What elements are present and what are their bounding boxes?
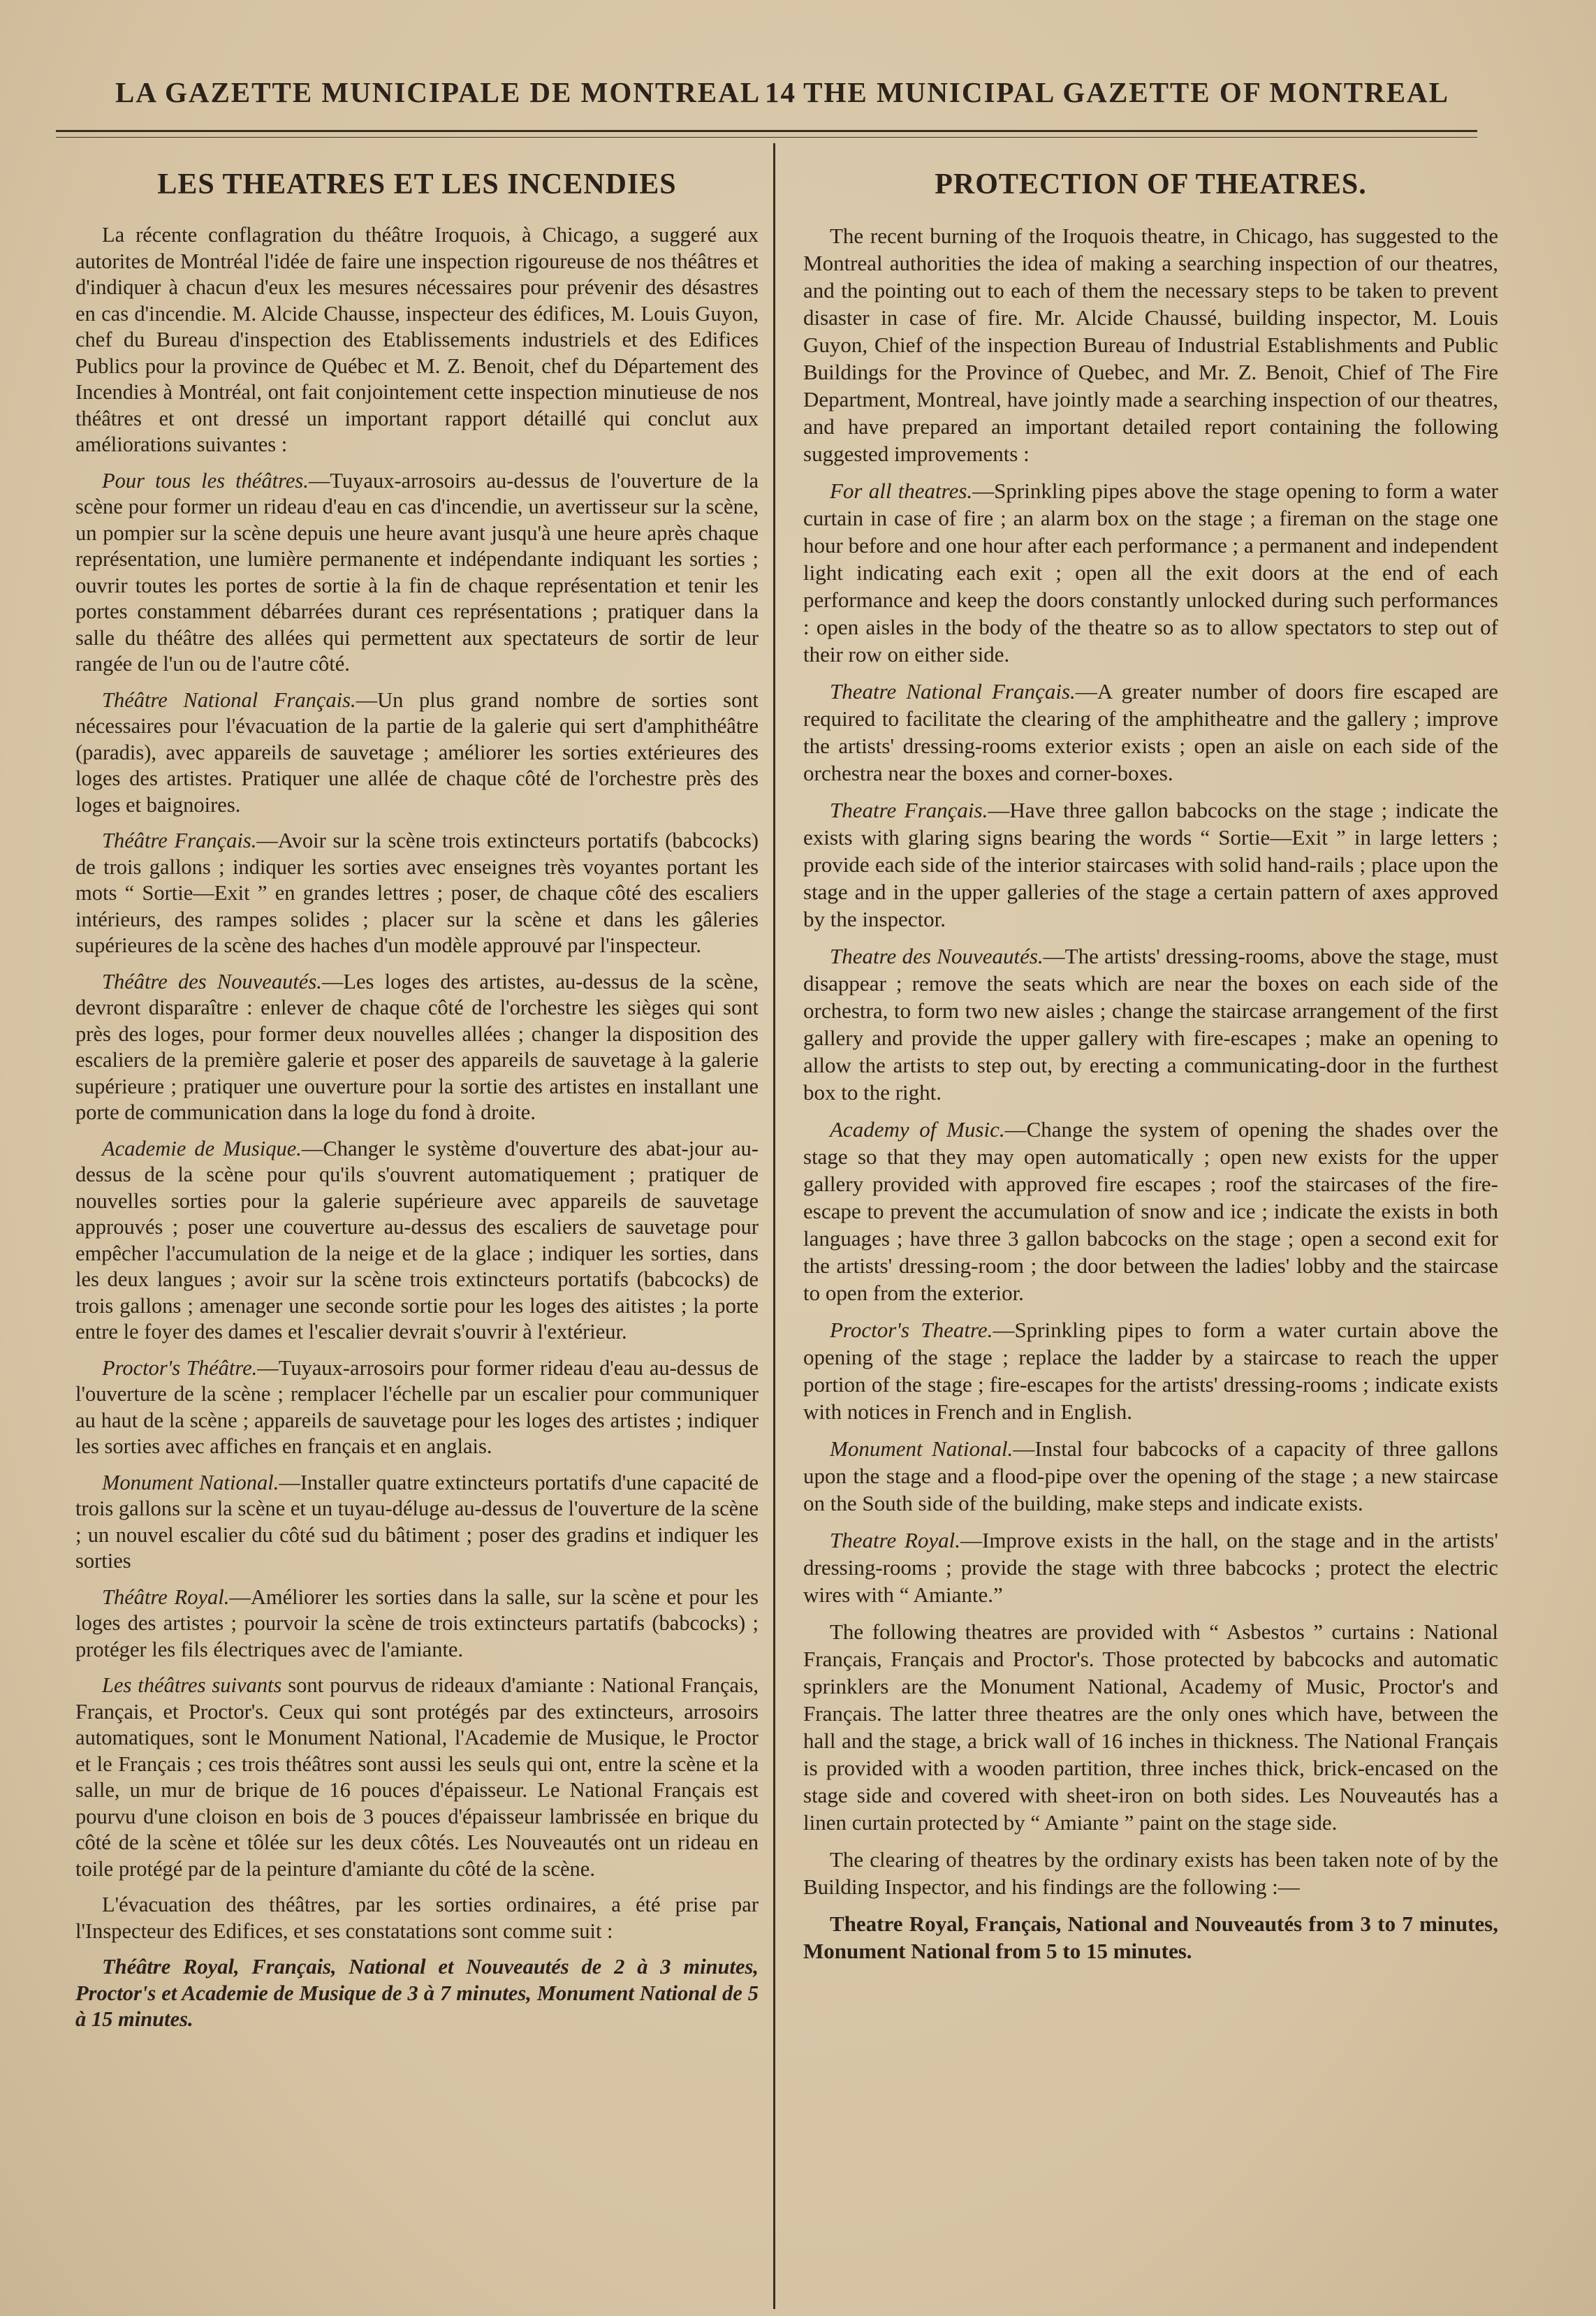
english-item-lead: Theatre Français.	[830, 798, 988, 822]
french-evacuation: L'évacuation des théâtres, par les sorties ordinaires, a été prise par l'Inspecteur des Edifices, et ses constatations sont comme suit :	[75, 1893, 759, 1943]
french-item-lead: Théâtre Royal.	[102, 1585, 230, 1609]
english-item-text: —Improve exists in the hall, on the stage and in the artists' dressing-rooms ; provide the stage with three babcocks ; protect the electric wires with “ Amiante.”	[803, 1528, 1499, 1607]
english-final-times: Theatre Royal, Français, National and Nouveautés from 3 to 7 minutes, Monument National from 5 to 15 minutes.	[803, 1911, 1498, 1963]
french-item-text: —Un plus grand nombre de sorties sont nécessaires pour l'évacuation de la partie de la galerie qui sert d'amphithéâtre (paradis), avec appareils de sauvetage ; améliorer les sorties extérieures des loges des artistes. Pratiquer une allée de chaque côté de l'orchestre près des loges et baignoires.	[75, 687, 759, 817]
header-rule-thin	[56, 137, 1477, 138]
french-item-lead: Pour tous les théâtres.	[102, 468, 309, 493]
french-item-lead: Academie de Musique.	[102, 1136, 302, 1160]
header-rule	[56, 130, 1477, 132]
french-item-text: —Améliorer les sorties dans la salle, sur la scène et pour les loges des artistes ; pourvoir la scène de trois extincteurs partatifs (babcocks) ; protéger les fils électriques avec de l'amiante.	[75, 1585, 759, 1661]
english-item	[803, 678, 1498, 787]
header-english-title: THE MUNICIPAL GAZETTE OF MONTREAL	[803, 76, 1449, 108]
french-item-lead: Théâtre National Français.	[102, 687, 356, 712]
french-article-title: LES THEATRES ET LES INCENDIES	[157, 168, 677, 201]
page-number: 14	[765, 76, 796, 108]
english-item-text: —The artists' dressing-rooms, above the stage, must disappear ; remove the seats which are near the boxes on each side of the orchestra, to form two new aisles ; change the staircase arrangement of the first gallery and provide the upper gallery with fire-escapes ; make an opening to allow the artists to step out, by erecting a communicating-door in the furthest box to the right.	[803, 944, 1498, 1105]
french-item-text: —Changer le système d'ouverture des abat-jour au-dessus de la scène pour qu'ils s'ouvrent automatiquement ; pratiquer de nouvelles sorties pour la galerie supérieure avec appareils de sauvetage approuvés ; poser une couverture au-dessus des escaliers de sauvetage pour empêcher l'accumulation de la neige et de la glace ; indiquer les sorties, dans les deux langues ; avoir sur la scène trois extincteurs portatifs (babcocks) de trois gallons ; amenager une seconde sortie pour les loges des aitistes ; la porte entre le foyer des dames et l'escalier devrait s'ouvrir à l'extérieur.	[75, 1136, 759, 1343]
english-item-lead: Theatre des Nouveautés.	[830, 944, 1044, 968]
english-clearing: The clearing of theatres by the ordinary exists has been taken note of by the Building Inspector, and his findings are the following :—	[803, 1847, 1498, 1899]
french-item-lead: Les théâtres suivants	[102, 1673, 282, 1697]
english-item	[803, 1435, 1498, 1517]
french-item-text: —Tuyaux-arrosoirs pour former rideau d'eau au-dessus de l'ouverture de la scène ; remplacer l'échelle par un escalier pour communiquer au haut de la scène ; appareils de sauvetage pour les loges des artistes ; indiquer les sorties avec affiches en français et en anglais.	[75, 1355, 759, 1458]
french-item	[75, 1585, 759, 1663]
english-item-lead: Academy of Music.	[830, 1117, 1005, 1142]
header-french-title: LA GAZETTE MUNICIPALE DE MONTREAL	[115, 76, 761, 108]
english-item	[803, 1316, 1498, 1425]
french-item-lead: Monument National.	[102, 1470, 279, 1494]
french-item-text: —Avoir sur la scène trois extincteurs portatifs (babcocks) de trois gallons ; indiquer les sorties avec enseignes très voyantes portant les mots “ Sortie—Exit ” en grandes lettres ; poser, de chaque côté des escaliers intérieurs, des rampes solides ; placer sur la scène et dans les gâleries supérieures de la scène des haches d'un modèle approuvé par l'inspecteur.	[75, 829, 759, 957]
english-item	[803, 1116, 1498, 1306]
french-item	[75, 969, 759, 1126]
french-article	[75, 168, 759, 2043]
english-item	[803, 1527, 1498, 1608]
english-item-text: —Sprinkling pipes above the stage opening to form a water curtain in case of fire ; an alarm box on the stage ; a fireman on the stage one hour before and one hour after each performance ; a permanent and independent light indicating each exit ; open all the exit doors at the end of each performance and keep the doors constantly unlocked during such performances : open aisles in the body of the theatre so as to allow spectators to step out of their row on either side.	[803, 479, 1498, 667]
running-header	[115, 75, 1449, 117]
english-item-text: —Instal four babcocks of a capacity of three gallons upon the stage and a flood-pipe over the opening of the stage ; a new staircase on the South side of the building, make steps and indicate exists.	[803, 1436, 1498, 1515]
french-item-lead: Théâtre Français.	[102, 829, 257, 852]
french-item-lead: Proctor's Théâtre.	[102, 1355, 258, 1380]
french-item	[75, 828, 759, 959]
french-item-text: sont pourvus de rideaux d'amiante : National Français, Français, et Proctor's. Ceux qui sont protégés par des extincteurs, arrosoirs automatiques, sont le Monument National, l'Academie de Musique, le Proctor et le Français ; ces trois théâtres sont aussi les seuls qui ont, entre la scène et la salle, un mur de brique de 16 pouces d'épaisseur. Le National Français est pourvu d'une cloison en bois de 3 pouces d'épaisseur lambrissée en brique du côté de la scène et tôlée sur les deux côtés. Les Nouveautés ont un rideau en toile protégé par de la peinture d'amiante du côté de la scène.	[75, 1673, 759, 1881]
english-item-lead: Monument National.	[830, 1436, 1013, 1461]
french-item-text: —Tuyaux-arrosoirs au-dessus de l'ouverture de la scène pour former un rideau d'eau en cas d'incendie, un avertisseur sur la scène, un pompier sur la scène depuis une heure avant jusqu'à une heure après chaque représentation, une lumière permanente et indépendante indiquant les sorties ; ouvrir toutes les portes de sortie à la fin de chaque représentation et tenir les portes constamment débarrées durant ces représentations ; pratiquer dans la salle du théâtre des allées qui permettent aux spectateurs de sortir de leur rangée de l'un ou de l'autre côté.	[75, 468, 759, 676]
english-item	[803, 796, 1498, 933]
english-item-lead: Proctor's Theatre.	[830, 1318, 993, 1342]
french-item	[75, 687, 759, 819]
french-final-times: Théâtre Royal, Français, National et Nouveautés de 2 à 3 minutes, Proctor's et Academie de Musique de 3 à 7 minutes, Monument National de 5 à 15 minutes.	[75, 1955, 759, 2031]
french-item-lead: Théâtre des Nouveautés.	[102, 969, 322, 993]
french-intro: La récente conflagration du théâtre Iroquois, à Chicago, a suggeré aux autorites de Montréal l'idée de faire une inspection rigoureuse de nos théâtres et d'indiquer à chacun d'eux les mesures nécessaires pour prévenir des désastres en cas d'incendie. M. Alcide Chausse, inspecteur des édifices, M. Louis Guyon, chef du Bureau d'inspection des Etablissements industriels et des Edifices Publics pour la province de Québec et M. Z. Benoit, chef du Département des Incendies à Montréal, ont fait conjointement cette inspection minutieuse de nos théâtres et ont dressé un important rapport détaillé qui conclut aux améliorations suivantes :	[75, 223, 759, 456]
english-item	[803, 477, 1498, 668]
french-item	[75, 1673, 759, 1882]
french-item-text: —Installer quatre extincteurs portatifs d'une capacité de trois gallons sur la scène et un tuyau-déluge au-dessus de l'ouverture de la scène ; un nouvel escalier du côté sud du bâtiment ; poser des gradins et indiquer les sorties	[75, 1470, 759, 1573]
english-item-text: —Sprinkling pipes to form a water curtain above the opening of the stage ; replace the ladder by a staircase to reach the upper portion of the stage ; fire-escapes for the artists' dressing-rooms ; indicate exists with notices in French and in English.	[803, 1318, 1498, 1424]
english-item	[803, 942, 1498, 1106]
english-article-title: PROTECTION OF THEATRES.	[935, 168, 1367, 201]
english-item-text: —A greater number of doors fire escaped are required to facilitate the clearing of the amphitheatre and the gallery ; improve the artists' dressing-rooms exterior exists ; open an aisle on each side of the orchestra near the boxes and corner-boxes.	[803, 679, 1498, 785]
french-item	[75, 1470, 759, 1575]
english-intro: The recent burning of the Iroquois theatre, in Chicago, has suggested to the Montreal authorities the idea of making a searching inspection of our theatres, and the pointing out to each of them the necessary steps to be taken to prevent disaster in case of fire. Mr. Alcide Chaussé, building inspector, M. Louis Guyon, Chief of the inspection Bureau of Industrial Establishments and Public Buildings for the Province of Quebec, and Mr. Z. Benoit, Chief of The Fire Department, Montreal, have jointly made a searching inspection of our theatres, and have prepared an important detailed report containing the following suggested improvements :	[803, 224, 1498, 466]
english-article	[803, 168, 1498, 1974]
french-item-text: —Les loges des artistes, au-dessus de la scène, devront disparaître : enlever de chaque côté de l'orchestre les sièges qui sont près des loges, pour former deux nouvelles allées ; changer la disposition des escaliers de la première galerie et poser des appareils de sauvetage à la galerie supérieure ; pratiquer une ouverture pour la sortie des artistes en installant une porte de communication dans la loge du fond à droite.	[75, 969, 759, 1124]
french-item	[75, 1136, 759, 1346]
french-item	[75, 1355, 759, 1460]
english-item-lead: Theatre National Français.	[830, 679, 1076, 704]
english-item-text: —Have three gallon babcocks on the stage ; indicate the exists with glaring signs bearing the words “ Sortie—Exit ” in large letters ; provide each side of the interior staircases with solid hand-rails ; place upon the stage and in the upper galleries of the stage a certain pattern of axes approved by the inspector.	[803, 798, 1498, 931]
english-item-lead: For all theatres.	[830, 479, 973, 503]
french-item	[75, 468, 759, 678]
column-divider	[773, 143, 775, 2309]
english-item-lead: Theatre Royal.	[830, 1528, 960, 1552]
english-asbestos: The following theatres are provided with “ Asbestos ” curtains : National Français, Français and Proctor's. Those protected by babcocks and automatic sprinklers are the Monument National, Academy of Music, Proctor's and Français. The latter three theatres are the only ones which have, between the hall and the stage, a brick wall of 16 inches in thickness. The National Français is provided with a wooden partition, three inches thick, brick-encased on the stage side and covered with sheet-iron on both sides. Les Nouveautés has a linen curtain protected by “ Amiante ” paint on the stage side.	[803, 1619, 1498, 1835]
english-item-text: —Change the system of opening the shades over the stage so that they may open automatically ; open new exists for the upper gallery provided with approved fire escapes ; roof the staircases of the fire-escape to prevent the accumulation of snow and ice ; indicate the exists in both languages ; have three 3 gallon babcocks on the stage ; open a second exit for the artists' dressing-room ; the door between the ladies' lobby and the staircase to open from the exterior.	[803, 1117, 1498, 1305]
